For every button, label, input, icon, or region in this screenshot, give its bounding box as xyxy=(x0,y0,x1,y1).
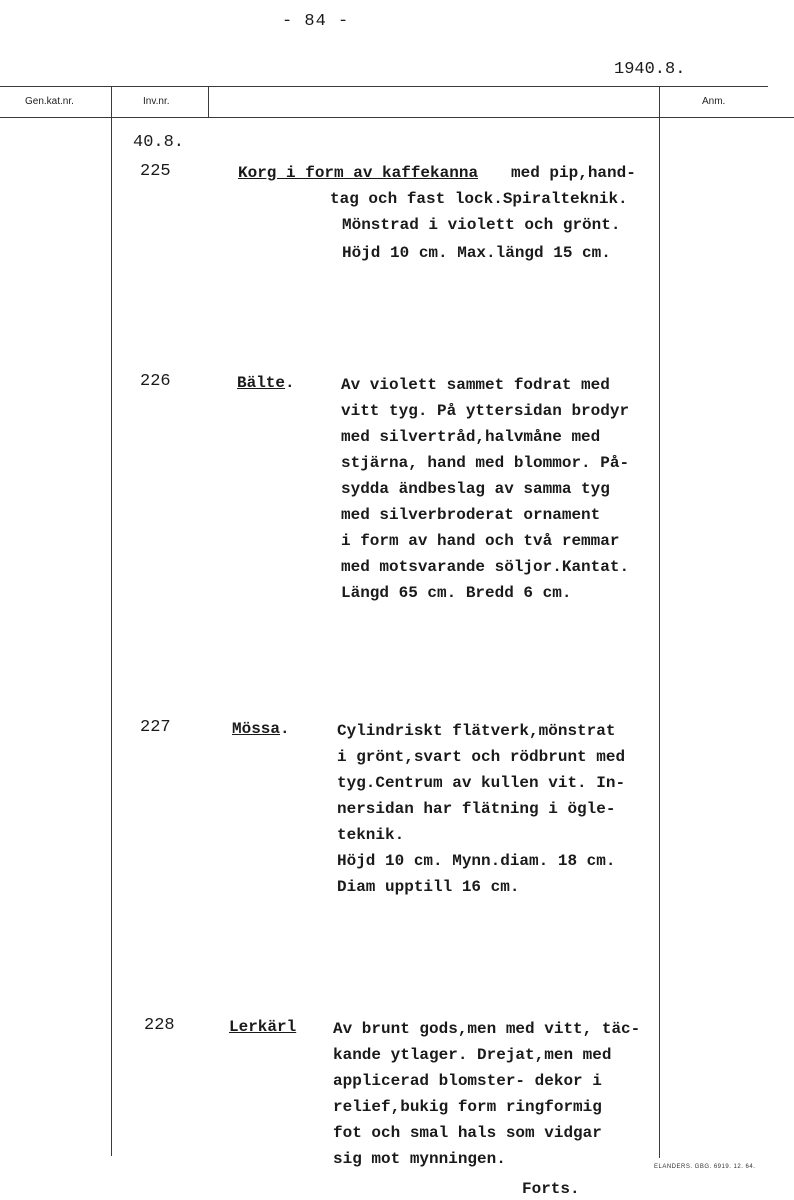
entry-title-226-wrap xyxy=(237,374,295,392)
entry-line: relief,bukig form ringformig xyxy=(333,1098,602,1116)
entry-line: Mönstrad i violett och grönt. xyxy=(342,216,621,234)
header-bottom-rule xyxy=(0,117,794,118)
column-header-inv-nr: Inv.nr. xyxy=(143,96,170,107)
entry-title-227-wrap xyxy=(232,720,290,738)
column-divider-inv-desc xyxy=(208,86,209,118)
entry-title-suffix: . xyxy=(280,720,290,738)
entry-line: med silvertråd,halvmåne med xyxy=(341,428,601,446)
entry-line: sydda ändbeslag av samma tyg xyxy=(341,480,610,498)
entry-text-227 xyxy=(337,718,625,900)
entry-title-226: Bälte xyxy=(237,374,286,392)
entry-line: Cylindriskt flätverk,mönstrat xyxy=(337,722,616,740)
entry-line: i grönt,svart och rödbrunt med xyxy=(337,748,626,766)
entry-title-225: Korg i form av kaffekanna xyxy=(238,164,479,182)
entry-line: tag och fast lock.Spiralteknik. xyxy=(330,190,628,208)
entry-number-228: 228 xyxy=(144,1016,175,1035)
entry-line: fot och smal hals som vidgar xyxy=(333,1124,602,1142)
entry-line: vitt tyg. På yttersidan brodyr xyxy=(341,402,630,420)
entry-line: i form av hand och två remmar xyxy=(341,532,620,550)
column-divider-gen-inv xyxy=(111,86,112,1156)
entry-title-suffix: . xyxy=(285,374,295,392)
entry-number-225: 225 xyxy=(140,162,171,181)
page-number: - 84 - xyxy=(282,12,350,31)
entry-line: med silverbroderat ornament xyxy=(341,506,601,524)
entry-line: applicerad blomster- dekor i xyxy=(333,1072,602,1090)
printer-mark: ELANDERS. GBG. 6919. 12. 64. xyxy=(654,1164,756,1170)
entry-line: teknik. xyxy=(337,826,405,844)
entry-line: Höjd 10 cm. Mynn.diam. 18 cm. xyxy=(337,852,616,870)
entry-number-226: 226 xyxy=(140,372,171,391)
entry-line: nersidan har flätning i ögle- xyxy=(337,800,616,818)
column-divider-desc-anm xyxy=(659,86,660,1158)
entry-line: Höjd 10 cm. Max.längd 15 cm. xyxy=(342,244,611,262)
column-header-gen-kat-nr: Gen.kat.nr. xyxy=(25,96,74,107)
entry-title-227: Mössa xyxy=(232,720,281,738)
entry-line: sig mot mynningen. xyxy=(333,1150,506,1168)
entry-line: Längd 65 cm. Bredd 6 cm. xyxy=(341,584,572,602)
entry-line: med motsvarande söljor.Kantat. xyxy=(341,558,630,576)
entry-line: med pip,hand- xyxy=(511,164,636,182)
entry-line: Av violett sammet fodrat med xyxy=(341,376,610,394)
entry-text-226 xyxy=(341,372,629,606)
entry-title-228: Lerkärl xyxy=(229,1018,297,1036)
entry-line: stjärna, hand med blommor. På- xyxy=(341,454,630,472)
entry-line: kande ytlager. Drejat,men med xyxy=(333,1046,612,1064)
entry-line: tyg.Centrum av kullen vit. In- xyxy=(337,774,626,792)
entry-date-label: 40.8. xyxy=(133,133,185,152)
entry-line: Av brunt gods,men med vitt, täc- xyxy=(333,1020,641,1038)
header-top-rule xyxy=(0,86,768,87)
entry-line: Diam upptill 16 cm. xyxy=(337,878,520,896)
record-date: 1940.8. xyxy=(614,60,686,79)
entry-text-228 xyxy=(333,1016,640,1172)
column-header-anm: Anm. xyxy=(702,96,726,107)
continued-label: Forts. xyxy=(522,1180,580,1198)
entry-number-227: 227 xyxy=(140,718,171,737)
